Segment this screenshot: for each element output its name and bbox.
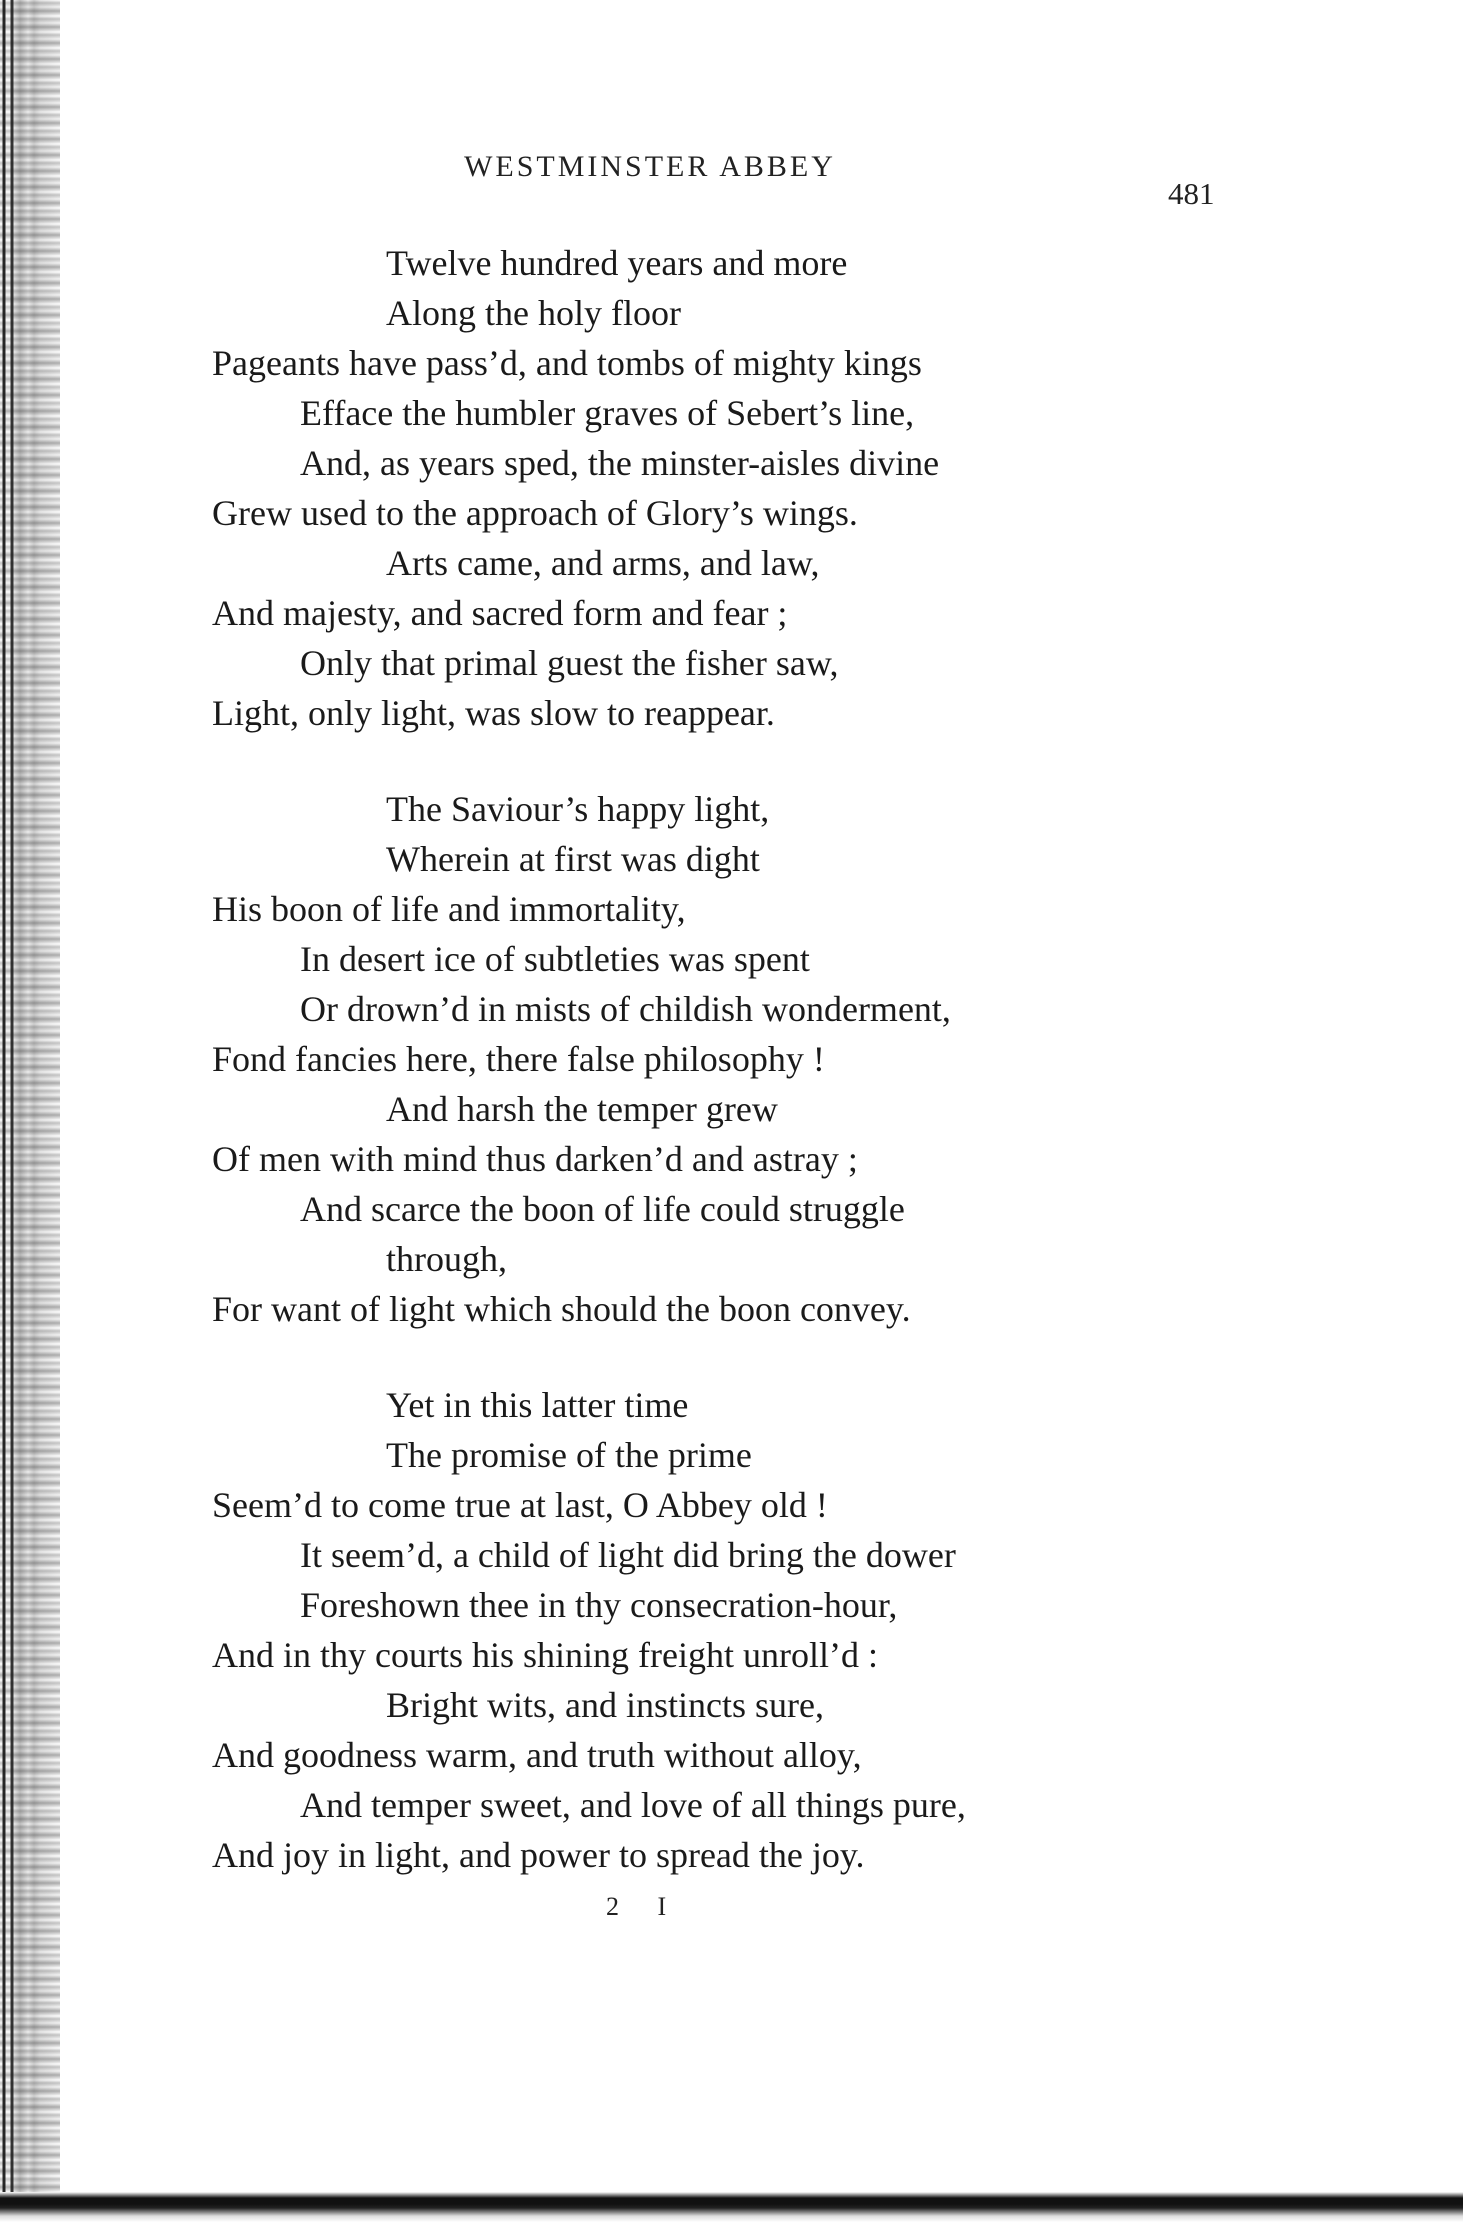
stanza xyxy=(0,1380,1463,1880)
poem-line: Pageants have pass’d, and tombs of mighty kings xyxy=(212,343,922,383)
poem-line: Fond fancies here, there false philosophy ! xyxy=(212,1039,825,1079)
poem-line: The Saviour’s happy light, xyxy=(386,789,770,829)
poem-line: Foreshown thee in thy consecration-hour, xyxy=(300,1585,898,1625)
poem-line: The promise of the prime xyxy=(386,1435,752,1475)
poem-line: His boon of life and immortality, xyxy=(212,889,686,929)
poem-line: Wherein at first was dight xyxy=(386,839,760,879)
page-number: 481 xyxy=(1168,176,1215,211)
poem-line: Bright wits, and instincts sure, xyxy=(386,1685,824,1725)
poem-line: And temper sweet, and love of all things pure, xyxy=(300,1785,966,1825)
poem-line: Twelve hundred years and more xyxy=(386,243,848,283)
poem-line: Efface the humbler graves of Sebert’s line, xyxy=(300,393,915,433)
poem xyxy=(0,238,1463,1926)
poem-line: And scarce the boon of life could struggle xyxy=(300,1189,905,1229)
poem-line: Grew used to the approach of Glory’s wings. xyxy=(212,493,858,533)
poem-line: Seem’d to come true at last, O Abbey old ! xyxy=(212,1485,828,1525)
stanza xyxy=(0,238,1463,738)
running-title: WESTMINSTER ABBEY xyxy=(464,150,836,183)
page-bottom-edge xyxy=(0,2192,1463,2222)
poem-line: It seem’d, a child of light did bring the dower xyxy=(300,1535,956,1575)
poem-line: And, as years sped, the minster-aisles divine xyxy=(300,443,940,483)
poem-line: And in thy courts his shining freight unroll’d : xyxy=(212,1635,878,1675)
poem-line: And joy in light, and power to spread the joy. xyxy=(212,1835,865,1875)
poem-line: And goodness warm, and truth without alloy, xyxy=(212,1735,862,1775)
poem-line: Only that primal guest the fisher saw, xyxy=(300,643,839,683)
stanza xyxy=(0,784,1463,1334)
poem-line: In desert ice of subtleties was spent xyxy=(300,939,810,979)
poem-line: Light, only light, was slow to reappear. xyxy=(212,693,775,733)
poem-line: And majesty, and sacred form and fear ; xyxy=(212,593,788,633)
poem-line: For want of light which should the boon convey. xyxy=(212,1289,911,1329)
poem-line: Or drown’d in mists of childish wonderment, xyxy=(300,989,951,1029)
poem-line: through, xyxy=(386,1239,507,1279)
poem-line: Of men with mind thus darken’d and astray ; xyxy=(212,1139,858,1179)
signature-mark: 2 I xyxy=(606,1892,683,1921)
poem-line: Yet in this latter time xyxy=(386,1385,689,1425)
poem-line: And harsh the temper grew xyxy=(386,1089,778,1129)
poem-line: Arts came, and arms, and law, xyxy=(386,543,820,583)
poem-line: Along the holy floor xyxy=(386,293,681,333)
